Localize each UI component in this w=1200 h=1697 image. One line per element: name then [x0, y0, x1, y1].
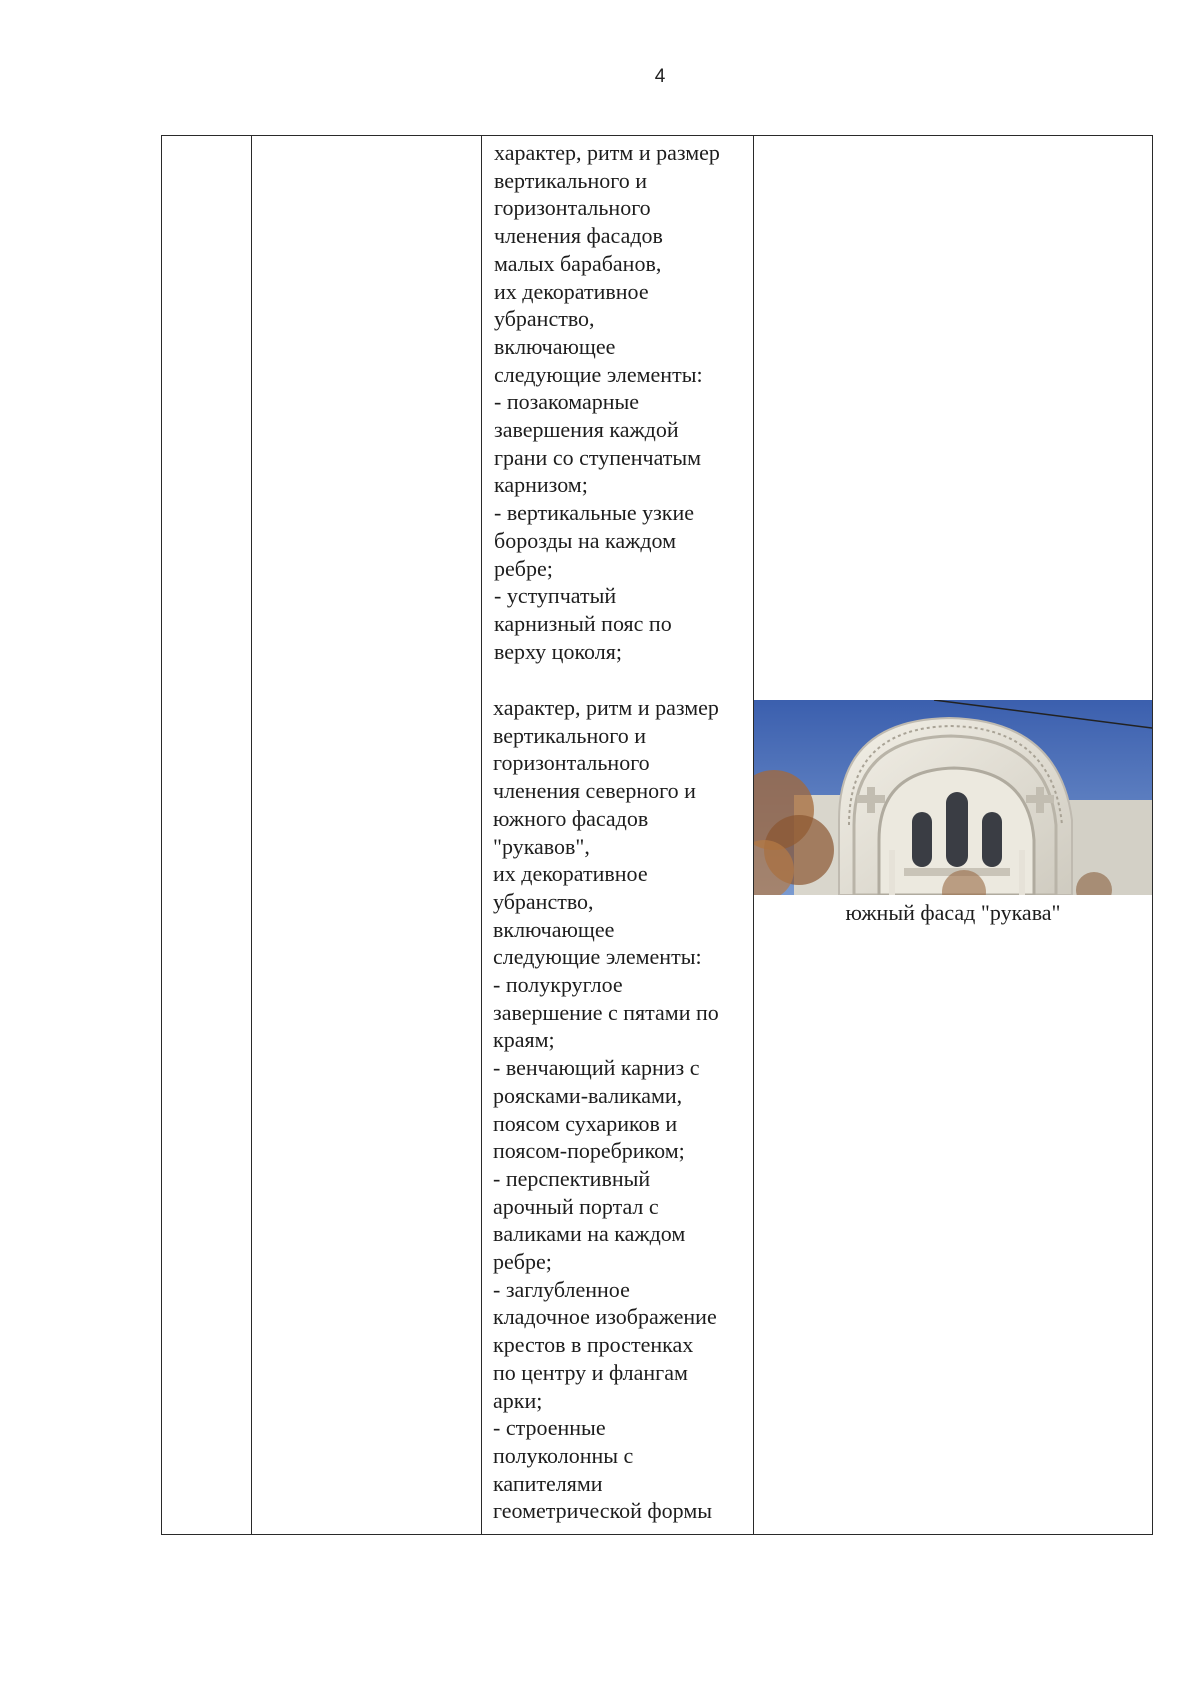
subject-description-sleeves: характер, ритм и размер вертикального и горизонтального членения северного и южного фасадов "рукавов", их декоративное убранство, включающее следующие элементы: - полукруглое завершение с пятами по краям; - венчающий карниз с poясками-валиками, поясом сухариков и поясом-поребриком; - перспективный арочный портал с вaликами на каждом ребре; - заглубленное кладочное изображение крестов в простенках по центру и флангам арки; - строенные полуколонны с капителями геометрической формы — [493, 695, 719, 1524]
page-number: 4 — [654, 66, 666, 87]
photo-caption: южный фасад "рукава" — [845, 900, 1061, 925]
description-table — [161, 135, 1153, 1535]
column-divider-1 — [251, 136, 252, 1534]
subject-description-drums: характер, ритм и размер вертикального и горизонтального членения фасадов малых барабанов, их декоративное убранство, включающее следующие элементы: - позакомарные завершения каждой грани со ступенчатым карнизом; - вертикальные узкие борозды на каждом ребре; - уступчатый карнизный пояс по верху цоколя; — [494, 140, 720, 664]
facade-photo — [754, 700, 1152, 895]
column-divider-2 — [481, 136, 482, 1534]
